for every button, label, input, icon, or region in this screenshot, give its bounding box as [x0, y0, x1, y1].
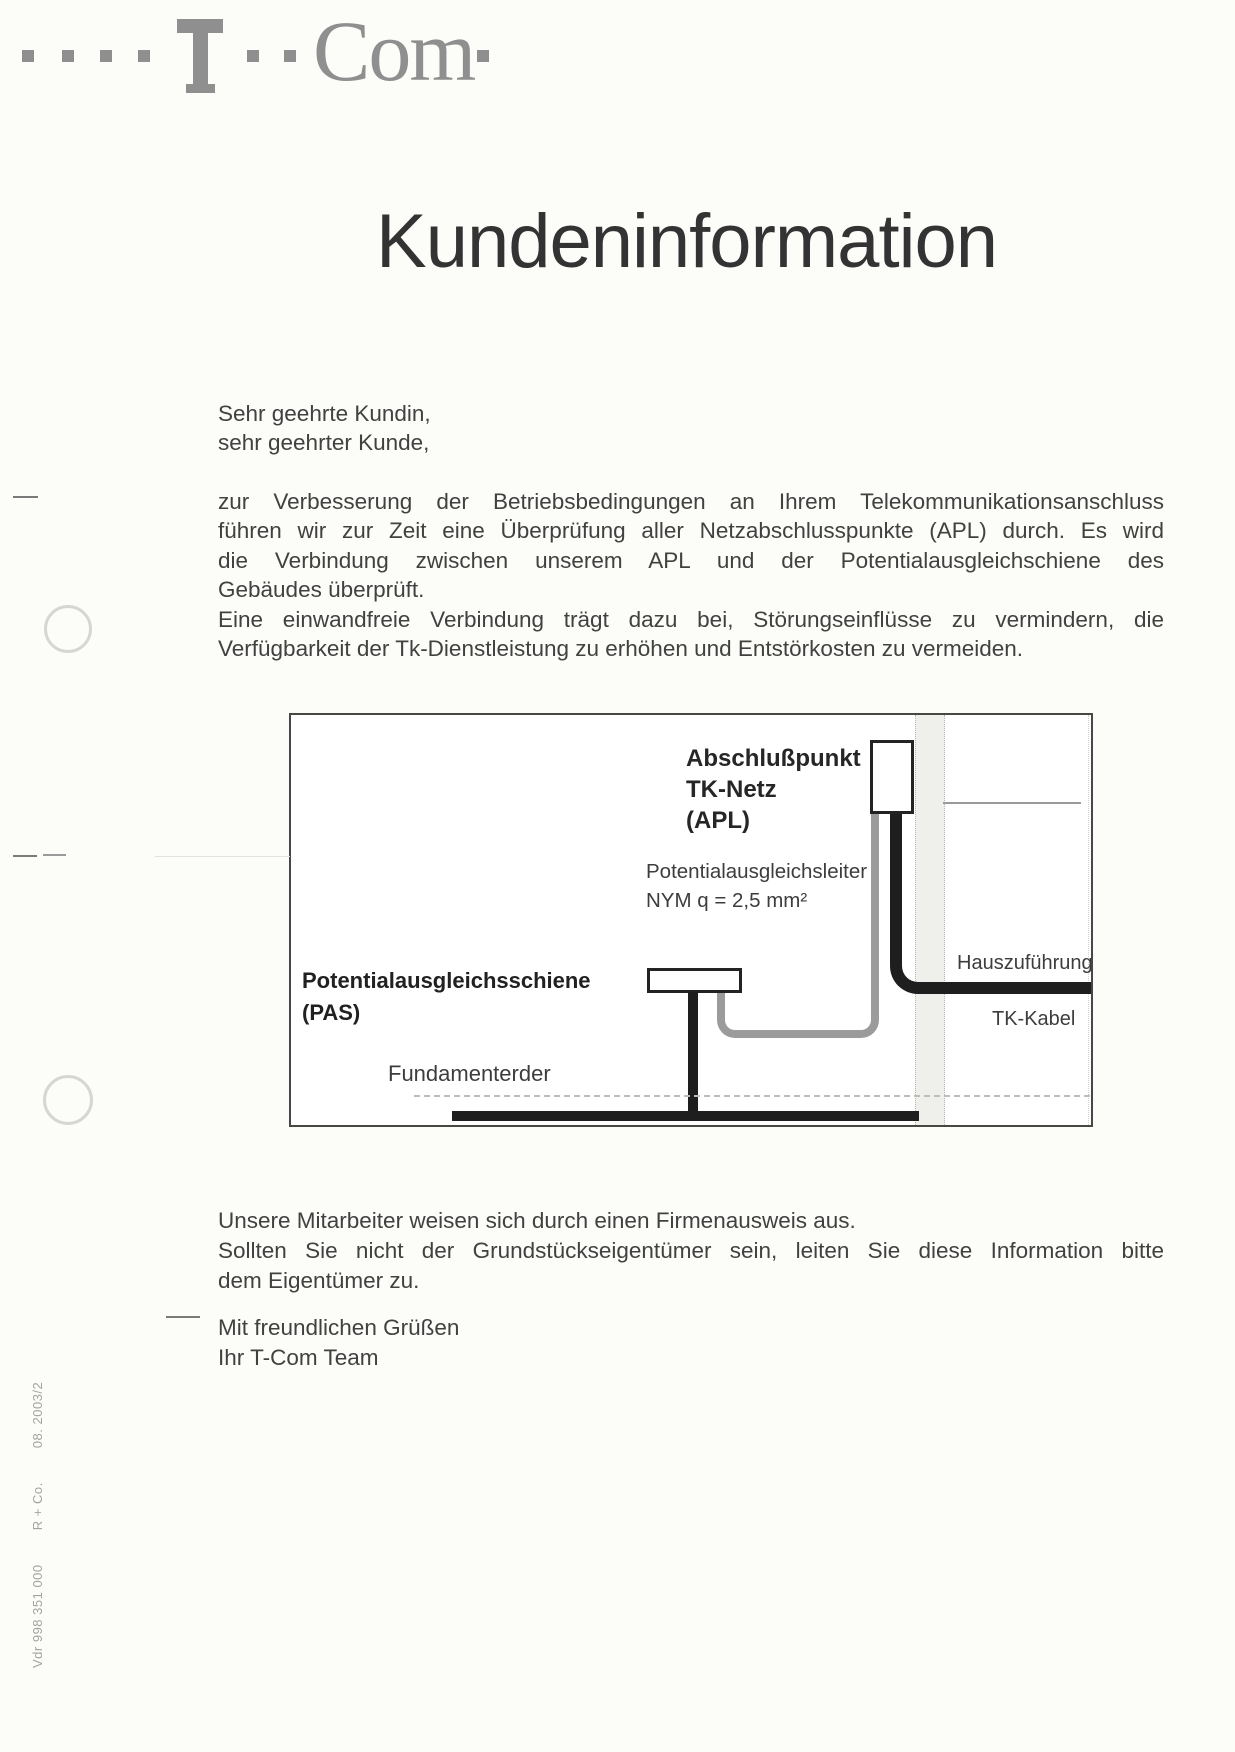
page-title: Kundeninformation — [376, 199, 997, 284]
leiter-label-line: Potentialausgleichsleiter — [646, 860, 868, 883]
body-line: Unsere Mitarbeiter weisen sich durch einen Firmenausweis aus. — [218, 1208, 856, 1233]
logo-square-icon — [284, 50, 296, 62]
potentialausgleichsleiter-cable — [717, 990, 879, 1038]
pas-label-line: (PAS) — [302, 1000, 361, 1025]
diagram-canvas — [291, 715, 1091, 1125]
logo-square-icon — [100, 50, 112, 62]
body-line: Verfügbarkeit der Tk-Dienstleistung zu erhöhen und Entstörkosten zu vermeiden. — [218, 635, 1024, 661]
logo-t-icon — [193, 19, 208, 85]
imprint-company: R + Co. — [30, 1482, 45, 1531]
closing-line: Ihr T-Com Team — [218, 1345, 379, 1370]
logo-t-icon — [186, 84, 215, 93]
salutation — [218, 399, 431, 457]
apl-terminal-box — [870, 740, 914, 814]
apl-label-line: Abschlußpunkt — [686, 745, 861, 772]
logo-square-icon — [247, 50, 259, 62]
punch-hole — [43, 1075, 93, 1125]
apl-label — [686, 743, 861, 836]
body-line: dem Eigentümer zu. — [218, 1268, 420, 1293]
logo-square-icon — [62, 50, 74, 62]
fundamenterder-label: Fundamenterder — [388, 1061, 551, 1086]
salutation-line: Sehr geehrte Kundin, — [218, 401, 431, 426]
scan-artifact-line — [155, 856, 290, 857]
body-paragraph — [218, 487, 1164, 663]
body-line: die Verbindung zwischen unserem APL und der Potentialausgleichschiene des — [218, 547, 1164, 573]
t-com-logo — [0, 0, 520, 110]
leiter-label-line: NYM q = 2,5 mm² — [646, 889, 808, 912]
fold-mark — [13, 855, 37, 857]
body-paragraph-2 — [218, 1206, 1164, 1296]
fold-mark — [166, 1316, 200, 1318]
body-line: zur Verbesserung der Betriebsbedingungen an Ihrem Telekommunikationsanschluss — [218, 489, 1164, 514]
imprint-date: 08. 2003/2 — [30, 1381, 45, 1449]
print-imprint — [30, 1352, 45, 1668]
pas-busbar-box — [647, 968, 742, 993]
potentialausgleichsleiter-cable — [871, 814, 879, 998]
body-line: Eine einwandfreie Verbindung trägt dazu bei, Störungseinflüsse zu vermindern, die — [218, 606, 1164, 632]
logo-square-icon — [477, 50, 489, 62]
pas-earth-conductor — [688, 992, 698, 1121]
salutation-line: sehr geehrter Kunde, — [218, 430, 430, 455]
foundation-earth-line — [452, 1111, 919, 1121]
logo-square-icon — [22, 50, 34, 62]
pas-label-line: Potentialausgleichsschiene — [302, 968, 591, 993]
apl-pas-diagram — [289, 713, 1093, 1127]
fold-mark — [13, 496, 38, 498]
closing — [218, 1313, 459, 1373]
logo-com-text: Com — [313, 3, 475, 99]
fold-mark — [43, 854, 66, 856]
body-line: Sollten Sie nicht der Grundstückseigentümer sein, leiten Sie diese Information bitte — [218, 1238, 1164, 1263]
pas-label — [302, 965, 591, 1029]
hauszufuehrung-label: Hauszuführung — [957, 952, 1093, 974]
outside-ground-line — [943, 802, 1081, 804]
body-line: Gebäudes überprüft. — [218, 577, 425, 603]
earth-dashed-line — [414, 1095, 1090, 1097]
tk-kabel-label: TK-Kabel — [992, 1008, 1076, 1030]
leiter-label — [646, 857, 867, 915]
body-line: führen wir zur Zeit eine Überprüfung aller Netzabschlusspunkte (APL) durch. Es wird — [218, 518, 1164, 544]
logo-square-icon — [138, 50, 150, 62]
closing-line: Mit freundlichen Grüßen — [218, 1315, 460, 1340]
apl-label-line: (APL) — [686, 807, 750, 834]
imprint-code: Vdr 998 351 000 — [30, 1564, 45, 1668]
apl-label-line: TK-Netz — [686, 776, 777, 803]
punch-hole — [44, 605, 92, 653]
